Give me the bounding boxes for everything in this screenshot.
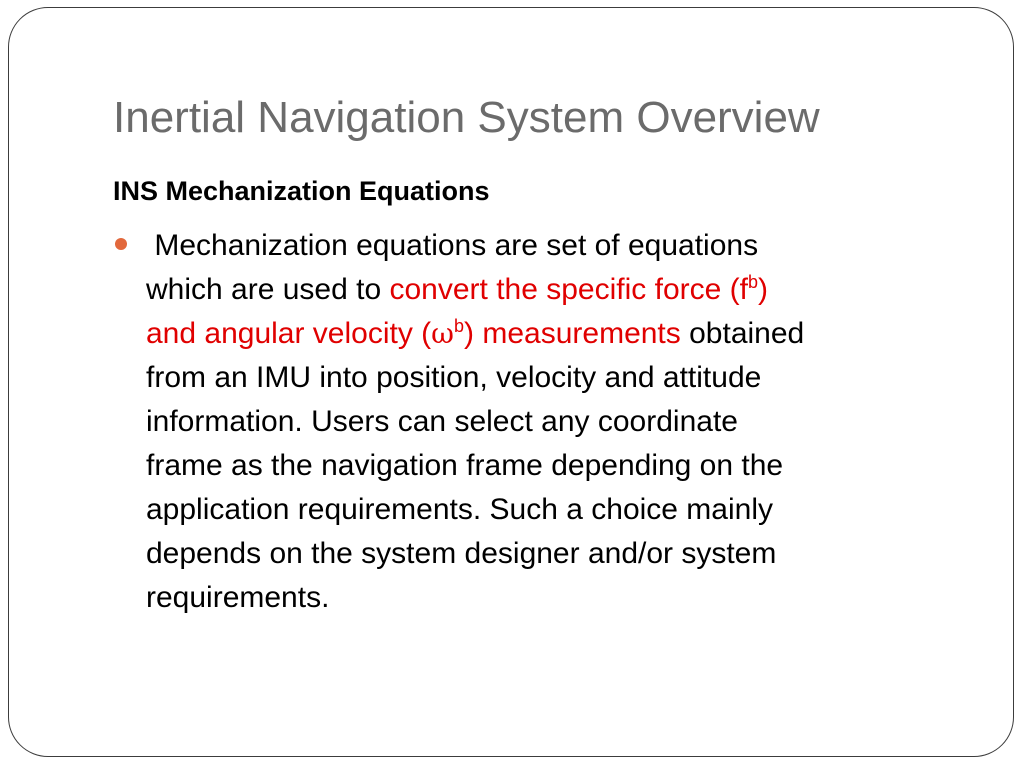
bullet-line-1	[146, 224, 986, 268]
bullet-line-2	[146, 268, 986, 312]
bullet-line-4: from an IMU into position, velocity and attitude	[146, 361, 762, 394]
slide-title: Inertial Navigation System Overview	[113, 93, 820, 142]
bullet-line-3	[146, 312, 986, 356]
bullet-line-8: depends on the system designer and/or system	[146, 537, 777, 570]
bullet-line-7: application requirements. Such a choice mainly	[146, 493, 773, 526]
omega-symbol: ω	[431, 317, 455, 350]
bullet-dot-icon	[115, 238, 127, 250]
slide-subheading: INS Mechanization Equations	[113, 176, 490, 206]
superscript: b	[454, 316, 465, 336]
highlighted-text: )	[757, 273, 768, 306]
highlighted-text: and angular velocity (	[146, 317, 432, 350]
bullet-item	[113, 224, 986, 620]
bullet-line-5: information. Users can select any coordinate	[146, 405, 738, 438]
bullet-line-9: requirements.	[146, 581, 330, 614]
text-segment: which are used to	[146, 273, 390, 306]
highlighted-text: ) measurements	[464, 317, 681, 350]
highlighted-text: convert the specific force (f	[389, 273, 748, 306]
bullet-line-6: frame as the navigation frame depending on the	[146, 449, 784, 482]
superscript: b	[747, 272, 758, 292]
text-segment: Mechanization equations are set of equations	[154, 229, 759, 262]
bullet-list	[113, 224, 986, 620]
text-segment: obtained	[680, 317, 805, 350]
